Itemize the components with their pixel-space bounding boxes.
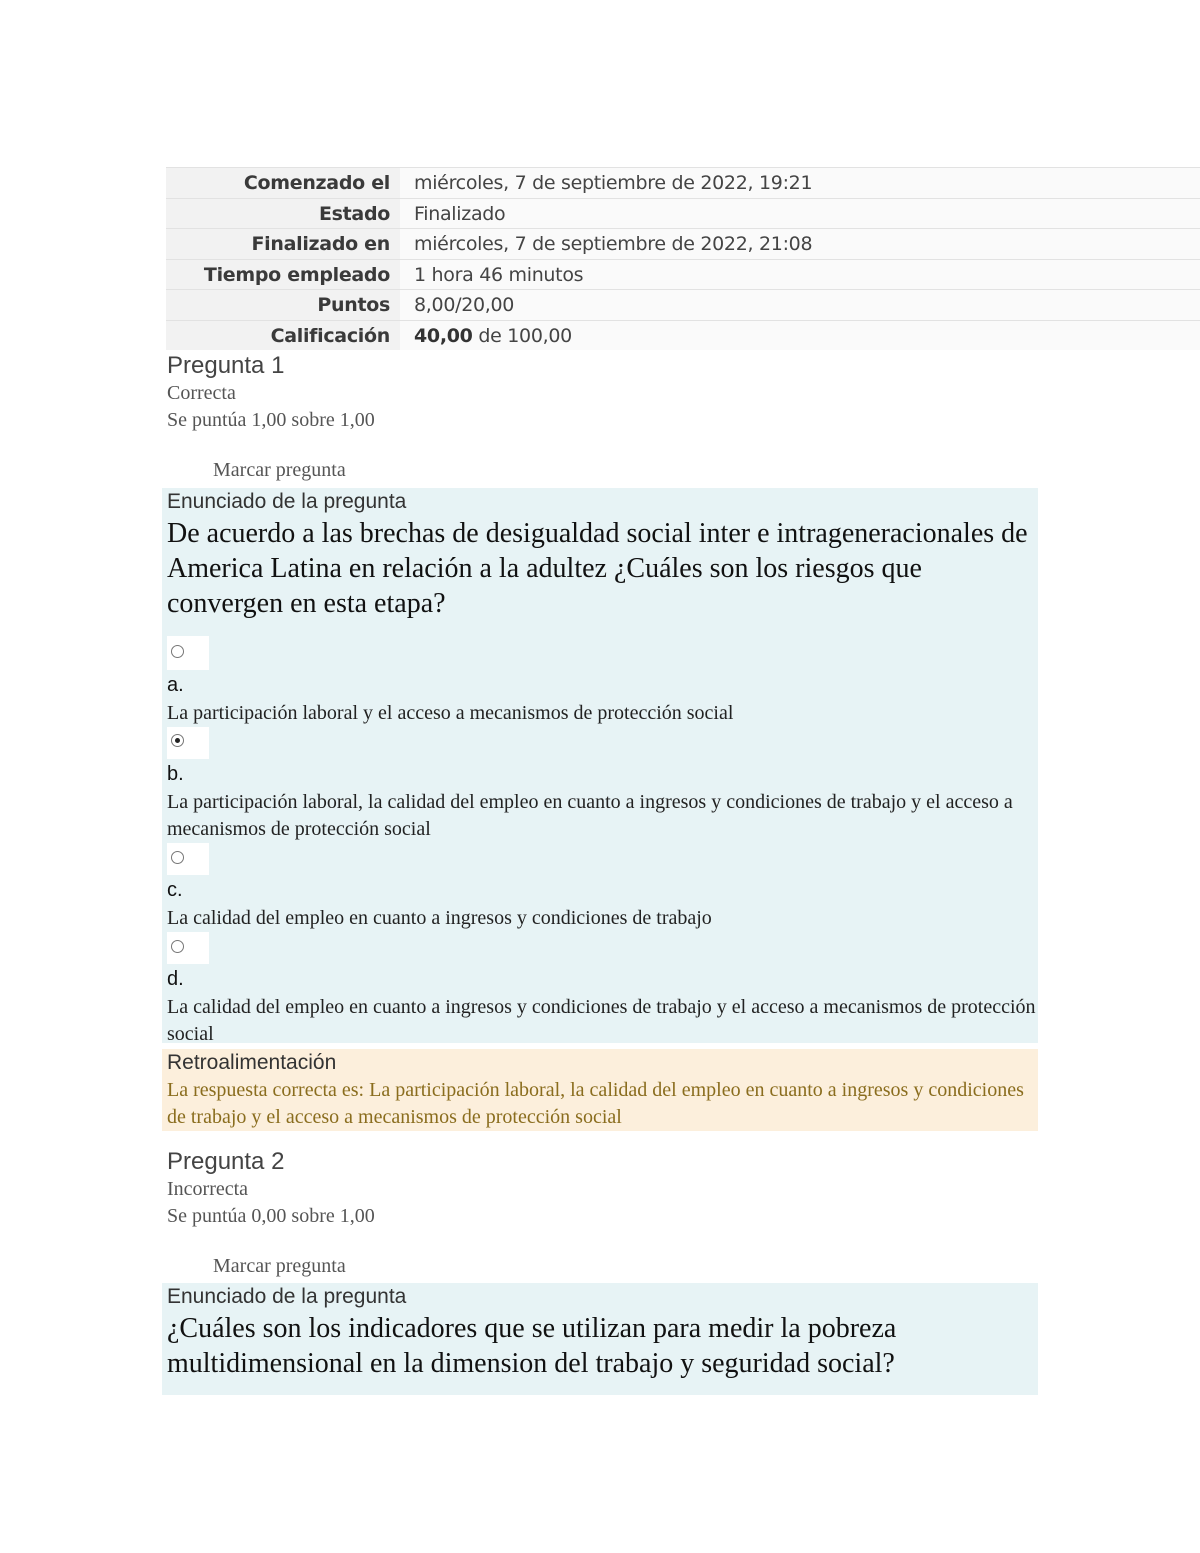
radio-icon[interactable] (171, 851, 184, 864)
summary-row-finished (166, 228, 1200, 259)
question-1-feedback (162, 1049, 1038, 1131)
question-state: Incorrecta (167, 1178, 249, 1200)
radio-selected-icon[interactable] (171, 734, 184, 747)
summary-key: Calificación (166, 321, 400, 351)
question-grade: Se puntúa 1,00 sobre 1,00 (167, 409, 375, 431)
summary-key: Finalizado en (166, 229, 400, 259)
summary-value (400, 321, 1200, 351)
summary-key: Comenzado el (166, 168, 400, 198)
radio-icon[interactable] (171, 940, 184, 953)
option-text: La calidad del empleo en cuanto a ingresos y condiciones de trabajo (167, 907, 712, 929)
summary-row-time-taken (166, 259, 1200, 290)
question-text: ¿Cuáles son los indicadores que se utilizan para medir la pobreza multidimensional en la dimension del trabajo y seguridad social? (167, 1313, 897, 1379)
question-1-info (167, 352, 375, 483)
question-text: De acuerdo a las brechas de desigualdad social inter e intrageneracionales de America Latina en relación a la adultez ¿Cuáles son los riesgos que convergen en esta etapa? (167, 518, 1028, 619)
summary-key: Puntos (166, 290, 400, 320)
radio-box[interactable] (167, 843, 209, 875)
question-number: Pregunta 1 (167, 352, 285, 379)
option-letter: a. (167, 674, 184, 696)
summary-value: miércoles, 7 de septiembre de 2022, 19:21 (400, 168, 1200, 198)
question-text-legend: Enunciado de la pregunta (167, 490, 407, 513)
answer-option-d[interactable] (167, 932, 1038, 1048)
feedback-text: La respuesta correcta es: La participación laboral, la calidad del empleo en cuanto a ingresos y condiciones de trabajo y el acceso a mecanismos de protección social (167, 1079, 1024, 1128)
summary-value: miércoles, 7 de septiembre de 2022, 21:08 (400, 229, 1200, 259)
option-letter: d. (167, 968, 184, 990)
summary-value: 8,00/20,00 (400, 290, 1200, 320)
option-text: La participación laboral, la calidad del empleo en cuanto a ingresos y condiciones de trabajo y el acceso a mecanismos de protección social (167, 791, 1013, 840)
question-2-formulation (162, 1283, 1038, 1395)
answer-option-c[interactable] (167, 843, 1038, 932)
answer-option-a[interactable] (167, 636, 1038, 727)
question-grade: Se puntúa 0,00 sobre 1,00 (167, 1205, 375, 1227)
radio-box[interactable] (167, 932, 209, 964)
summary-value: 1 hora 46 minutos (400, 260, 1200, 290)
option-text: La participación laboral y el acceso a mecanismos de protección social (167, 702, 734, 724)
answer-option-b[interactable] (167, 727, 1038, 843)
flag-question-link[interactable]: Marcar pregunta (213, 459, 346, 481)
grade-rest: de 100,00 (478, 324, 572, 347)
question-text-legend: Enunciado de la pregunta (167, 1285, 407, 1308)
radio-icon[interactable] (171, 645, 184, 658)
option-text: La calidad del empleo en cuanto a ingresos y condiciones de trabajo y el acceso a mecanismos de protección social (167, 996, 1036, 1045)
option-letter: c. (167, 879, 183, 901)
question-2-info (167, 1148, 375, 1279)
summary-value: Finalizado (400, 199, 1200, 229)
radio-box[interactable] (167, 727, 209, 759)
grade-score: 40,00 (414, 324, 473, 347)
summary-key: Estado (166, 199, 400, 229)
radio-box[interactable] (167, 636, 209, 670)
summary-row-started (166, 167, 1200, 198)
feedback-legend: Retroalimentación (167, 1051, 337, 1074)
question-state: Correcta (167, 382, 236, 404)
option-letter: b. (167, 763, 184, 785)
question-number: Pregunta 2 (167, 1148, 285, 1175)
summary-row-points (166, 289, 1200, 320)
summary-row-grade (166, 320, 1200, 351)
attempt-summary-table (166, 167, 1200, 350)
summary-row-state (166, 198, 1200, 229)
flag-question-link[interactable]: Marcar pregunta (213, 1255, 346, 1277)
question-1-formulation (162, 488, 1038, 1043)
summary-key: Tiempo empleado (166, 260, 400, 290)
